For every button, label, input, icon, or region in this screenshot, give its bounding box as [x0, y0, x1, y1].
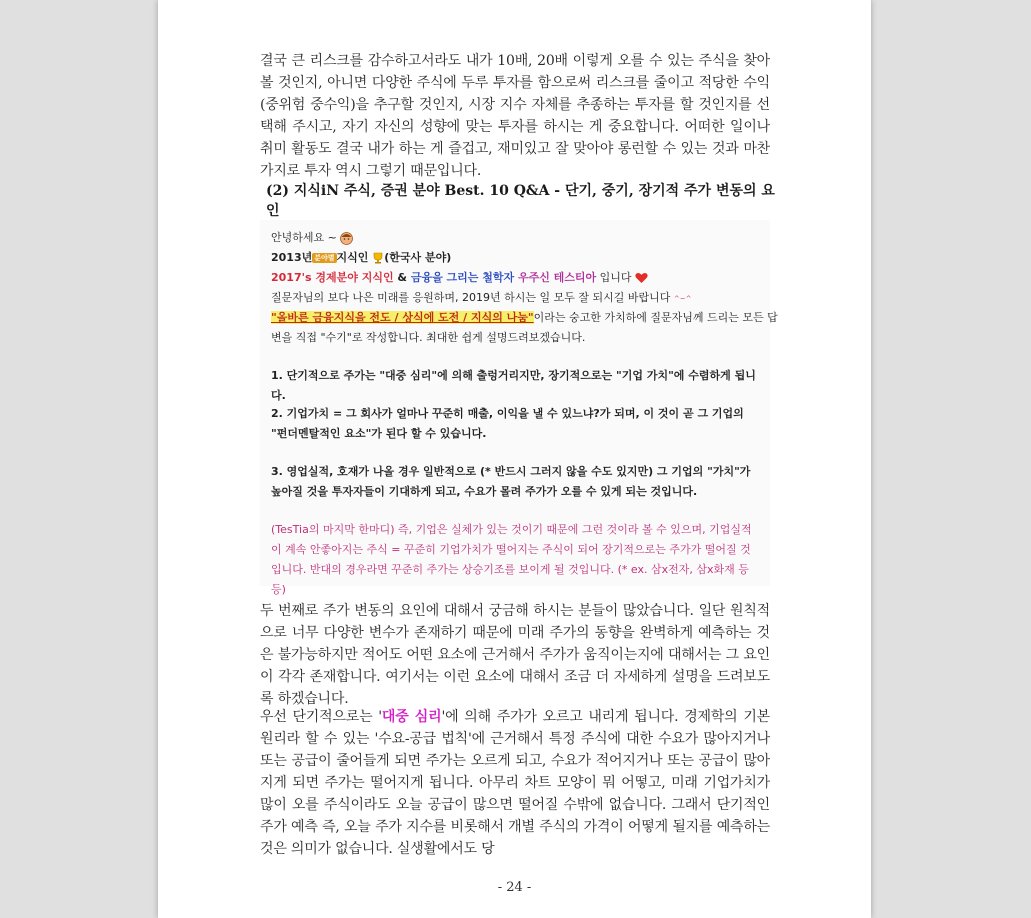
- qa-point-3: 3. 영업실적, 호재가 나올 경우 일반적으로 (* 반드시 그러지 않을 수도 있지만) 그 기업의 "가치"가 높아질 것을 투자자들이 기대하게 되고, 수요가 몰려 주가가 오를 수 있게 되는 것입니다.: [271, 465, 751, 498]
- qa-title: 지식인: [336, 251, 369, 264]
- qa-wish: 질문자님의 보다 나은 미래를 응원하며, 2019년 하시는 일 모두 잘 되시길 바랍니다: [271, 291, 671, 304]
- qa-red-title: 2017's 경제분야 지식인: [271, 271, 394, 284]
- qa-handwritten-line: 변을 직접 "수기"로 작성합니다. 최대한 쉽게 설명드려보겠습니다.: [271, 331, 586, 344]
- qa-wish-emote: ^~^: [673, 295, 692, 303]
- smiley-icon: [340, 232, 353, 245]
- qa-field: (한국사 분야): [384, 251, 452, 264]
- paragraph-third-rest: '에 의해 주가가 오르고 내리게 됩니다. 경제학의 기본 원리라 할 수 있는 '수요-공급 법칙'에 근거해서 특정 주식에 대한 수요가 많아지거나 또는 공급이 줄어들게 되면 주가는 오르게 되고, 수요가 적어지거나 또는 공급이 많아지게 되면 주가는 떨어지게 됩니다. 아무리 차트 모양이 뭐 어떻고, 미래 기업가치가 많이 오를 주식이라도 오늘 공급이 많으면 떨어질 수밖에 없습니다. 그래서 단기적인 주가 예측 즉, 오늘 주가 지수를 비롯해서 개별 주식의 가격이 어떻게 될지를 예측하는 것은 의미가 없습니다. 실생활에서도 당: [260, 709, 770, 857]
- qa-point-2: 2. 기업가치 = 그 회사가 얼마나 꾸준히 매출, 이익을 낼 수 있느냐?가 되며, 이 것이 곧 그 기업의 "펀더멘탈적인 요소"가 된다 할 수 있습니다.: [271, 407, 744, 440]
- page-number: - 24 -: [497, 880, 532, 895]
- emphasis-crowd-psychology: 대중 심리: [381, 709, 442, 725]
- heart-icon: [635, 272, 648, 284]
- section-heading: (2) 지식iN 주식, 증권 분야 Best. 10 Q&A - 단기, 중기, 장기적 주가 변동의 요인: [266, 183, 775, 219]
- qa-intro-line: [271, 270, 648, 286]
- category-badge: 분야별: [314, 254, 335, 262]
- paragraph-third-start: 우선 단기적으로는 ': [260, 709, 382, 725]
- paragraph-second: 두 번째로 주가 변동의 요인에 대해서 궁금해 하시는 분들이 많았습니다. 일단 원칙적으로 너무 다양한 변수가 존재하기 때문에 미래 주가의 동향을 완벽하게 예측하는 것은 불가능하지만 적어도 어떤 요소에 근거해서 주가가 움직이는지에 대해서는 그 요인이 각각 존재합니다. 여기서는 이런 요소에 대해서 조금 더 자세하게 설명을 드려보도록 하겠습니다.: [260, 603, 770, 707]
- qa-purple-name: 우주신 테스티아: [514, 271, 597, 284]
- qa-greeting-line: [271, 230, 353, 246]
- qa-blue-title: 금융을 그리는 철학자: [410, 271, 515, 284]
- qa-closing-note: (TesTia의 마지막 한마디) 즉, 기업은 실체가 있는 것이기 때문에 그런 것이라 볼 수 있으며, 기업실적이 계속 안좋아지는 주식 = 꾸준히 기업가치가 떨어지는 주식이 되어 장기적으로는 주가가 떨어질 것입니다. 반대의 경우라면 꾸준히 주가는 상승기조를 보이게 될 것입니다. (* ex. 삼x전자, 삼x화재 등등): [271, 523, 752, 596]
- qa-motto-highlight: "올바른 금융지식을 전도 / 상식에 도전 / 지식의 나눔": [271, 311, 534, 324]
- qa-screenshot-box: [260, 220, 778, 596]
- qa-credential-line: [271, 250, 451, 266]
- qa-point-1: 1. 단기적으로 주가는 "대중 심리"에 의해 출렁거리지만, 장기적으로는 "기업 가치"에 수렴하게 됩니다.: [271, 369, 756, 402]
- paragraph-intro: 결국 큰 리스크를 감수하고서라도 내가 10배, 20배 이렇게 오를 수 있는 주식을 찾아볼 것인지, 아니면 다양한 주식에 두루 투자를 함으로써 리스크를 줄이고 적당한 수익(중위험 중수익)을 추구할 것인지, 시장 지수 자체를 추종하는 투자를 할 것인지를 선택해 주시고, 자기 자신의 성향에 맞는 투자를 하시는 게 중요합니다. 어떠한 일이나 취미 활동도 결국 내가 하는 게 즐겁고, 재미있고 잘 맞아야 롱런할 수 있는 것과 마찬가지로 투자 역시 그렇기 때문입니다.: [260, 53, 770, 179]
- qa-year: 2013년: [271, 251, 313, 264]
- qa-ampersand: &: [393, 271, 411, 284]
- qa-motto-rest: 이라는 숭고한 가치하에 질문자님께 드리는 모든 답: [533, 311, 778, 324]
- qa-wish-line: [271, 290, 691, 307]
- qa-greeting: 안녕하세요 ~: [271, 231, 337, 244]
- qa-intro-end: 입니다: [596, 271, 632, 284]
- document-page: [158, 0, 871, 918]
- paragraph-third: [260, 706, 770, 860]
- qa-motto-line: [271, 310, 778, 326]
- trophy-icon: [372, 252, 384, 264]
